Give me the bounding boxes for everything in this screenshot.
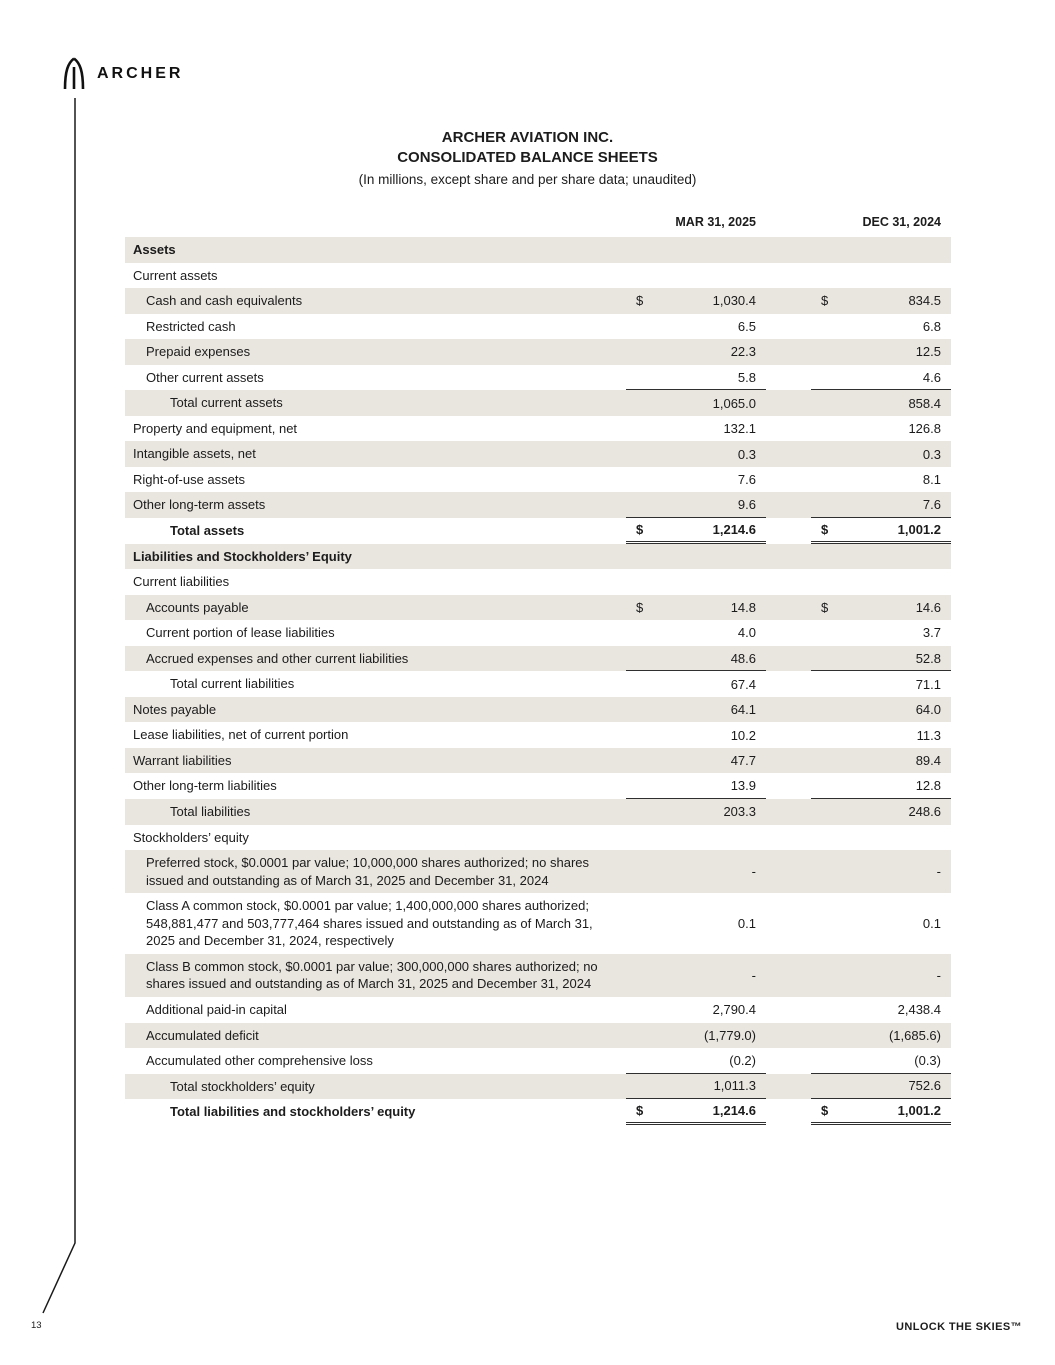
column-gap bbox=[766, 595, 811, 621]
table-row bbox=[125, 722, 951, 748]
column-gap bbox=[766, 850, 811, 893]
row-label: Accumulated other comprehensive loss bbox=[146, 1053, 373, 1069]
row-label: Accrued expenses and other current liabilities bbox=[146, 650, 409, 666]
value-cell-col2 bbox=[811, 569, 951, 595]
value-text: 8.1 bbox=[922, 472, 941, 488]
value-cell-col1 bbox=[626, 799, 766, 825]
value-cell-col2 bbox=[811, 893, 951, 954]
value-text: - bbox=[936, 967, 941, 983]
value-text: - bbox=[936, 864, 941, 880]
row-label: Total stockholders’ equity bbox=[170, 1078, 315, 1094]
column-gap bbox=[766, 748, 811, 774]
row-label: Total current assets bbox=[170, 395, 283, 411]
row-label: Total assets bbox=[170, 523, 245, 539]
dollar-sign: $ bbox=[636, 521, 644, 537]
column-header-dec-31-2024: DEC 31, 2024 bbox=[862, 215, 941, 229]
value-cell-col1 bbox=[626, 748, 766, 774]
value-cell-col1 bbox=[626, 569, 766, 595]
table-row bbox=[125, 1023, 951, 1049]
value-text: 4.6 bbox=[922, 369, 941, 385]
table-row bbox=[125, 492, 951, 518]
column-gap bbox=[766, 441, 811, 467]
row-label: Accumulated deficit bbox=[146, 1027, 259, 1043]
table-row bbox=[125, 997, 951, 1023]
value-cell-col2 bbox=[811, 314, 951, 340]
row-label: Total liabilities bbox=[170, 804, 251, 820]
row-label: Accounts payable bbox=[146, 599, 249, 615]
row-label: Property and equipment, net bbox=[133, 420, 298, 436]
column-gap bbox=[766, 825, 811, 851]
row-label: Other long-term liabilities bbox=[133, 778, 277, 794]
value-text: 10.2 bbox=[730, 727, 756, 743]
table-row bbox=[125, 620, 951, 646]
column-gap bbox=[766, 544, 811, 570]
row-label: Prepaid expenses bbox=[146, 344, 251, 360]
column-gap bbox=[766, 365, 811, 391]
value-text: 5.8 bbox=[737, 369, 756, 385]
value-text: 13.9 bbox=[730, 778, 756, 794]
header-label-spacer bbox=[125, 221, 626, 229]
company-name: ARCHER AVIATION INC. bbox=[441, 129, 614, 146]
value-text: 1,065.0 bbox=[712, 395, 756, 411]
value-text: 126.8 bbox=[908, 421, 941, 437]
footer-tagline: UNLOCK THE SKIES™ bbox=[896, 1321, 1022, 1333]
row-label: Current liabilities bbox=[133, 574, 230, 590]
value-cell-col1 bbox=[626, 314, 766, 340]
table-body bbox=[125, 237, 951, 1125]
value-cell-col1 bbox=[626, 620, 766, 646]
value-cell-col1 bbox=[626, 339, 766, 365]
column-gap bbox=[766, 997, 811, 1023]
value-cell-col2 bbox=[811, 748, 951, 774]
column-header-mar-31-2025: MAR 31, 2025 bbox=[675, 215, 756, 229]
value-text: 1,030.4 bbox=[712, 293, 756, 309]
value-cell-col2 bbox=[811, 390, 951, 416]
report-title-block bbox=[0, 128, 1055, 187]
column-gap bbox=[766, 569, 811, 595]
column-gap bbox=[766, 1023, 811, 1049]
column-gap bbox=[766, 1099, 811, 1125]
value-cell-col1 bbox=[626, 263, 766, 289]
table-row bbox=[125, 441, 951, 467]
value-text: 834.5 bbox=[908, 293, 941, 309]
row-label: Notes payable bbox=[133, 701, 217, 717]
column-gap bbox=[766, 620, 811, 646]
column-gap bbox=[766, 390, 811, 416]
value-text: 0.1 bbox=[922, 916, 941, 932]
value-text: 67.4 bbox=[730, 676, 756, 692]
table-row bbox=[125, 390, 951, 416]
value-text: - bbox=[751, 967, 756, 983]
value-text: 7.6 bbox=[922, 497, 941, 513]
row-label: Other current assets bbox=[146, 369, 264, 385]
table-row bbox=[125, 1048, 951, 1074]
value-cell-col2 bbox=[811, 544, 951, 570]
table-row bbox=[125, 544, 951, 570]
dollar-sign: $ bbox=[821, 521, 829, 537]
row-label: Cash and cash equivalents bbox=[146, 293, 303, 309]
report-note: (In millions, except share and per share data; unaudited) bbox=[358, 172, 697, 187]
value-cell-col2 bbox=[811, 671, 951, 697]
column-gap bbox=[766, 492, 811, 518]
value-text: 3.7 bbox=[922, 625, 941, 641]
column-gap bbox=[766, 263, 811, 289]
value-cell-col2 bbox=[811, 850, 951, 893]
value-cell-col2 bbox=[811, 288, 951, 314]
table-row bbox=[125, 697, 951, 723]
value-text: 858.4 bbox=[908, 395, 941, 411]
table-row bbox=[125, 314, 951, 340]
column-gap bbox=[766, 799, 811, 825]
value-text: 11.3 bbox=[916, 727, 941, 743]
value-cell-col1 bbox=[626, 1048, 766, 1074]
value-text: (1,685.6) bbox=[888, 1027, 941, 1043]
value-cell-col1 bbox=[626, 595, 766, 621]
row-label: Class B common stock, $0.0001 par value; 300,000,000 shares authorized; no shares issued and outstanding as of March 31, 2025 and December 31, 2024 bbox=[146, 958, 598, 992]
dollar-sign: $ bbox=[636, 293, 644, 309]
value-cell-col2 bbox=[811, 1023, 951, 1049]
value-cell-col1 bbox=[626, 365, 766, 391]
value-text: 1,214.6 bbox=[712, 521, 756, 537]
value-cell-col2 bbox=[811, 595, 951, 621]
brand-wordmark: ARCHER bbox=[97, 64, 184, 82]
row-label: Warrant liabilities bbox=[133, 752, 232, 768]
value-cell-col1 bbox=[626, 1074, 766, 1100]
value-text: 248.6 bbox=[908, 804, 941, 820]
value-cell-col1 bbox=[626, 237, 766, 263]
column-gap bbox=[766, 1048, 811, 1074]
value-text: 12.8 bbox=[915, 778, 941, 794]
value-cell-col1 bbox=[626, 954, 766, 997]
value-text: 1,001.2 bbox=[897, 1102, 941, 1118]
value-cell-col2 bbox=[811, 722, 951, 748]
table-row bbox=[125, 1074, 951, 1100]
value-text: 132.1 bbox=[723, 421, 756, 437]
column-gap bbox=[766, 646, 811, 672]
column-gap bbox=[766, 722, 811, 748]
value-text: (1,779.0) bbox=[703, 1027, 756, 1043]
column-gap bbox=[766, 671, 811, 697]
table-row bbox=[125, 569, 951, 595]
value-cell-col1 bbox=[626, 671, 766, 697]
value-text: 71.1 bbox=[915, 676, 941, 692]
row-label: Stockholders’ equity bbox=[133, 829, 249, 845]
value-text: 0.3 bbox=[922, 446, 941, 462]
value-cell-col2 bbox=[811, 773, 951, 799]
table-row bbox=[125, 1099, 951, 1125]
value-cell-col2 bbox=[811, 365, 951, 391]
value-text: 1,011.3 bbox=[713, 1078, 756, 1094]
value-text: 2,438.4 bbox=[897, 1002, 941, 1018]
value-text: 1,214.6 bbox=[712, 1102, 756, 1118]
value-text: (0.3) bbox=[914, 1052, 941, 1068]
value-cell-col1 bbox=[626, 997, 766, 1023]
value-text: 14.6 bbox=[915, 599, 941, 615]
table-row bbox=[125, 288, 951, 314]
value-text: 22.3 bbox=[730, 344, 756, 360]
table-row bbox=[125, 646, 951, 672]
row-label: Total current liabilities bbox=[170, 676, 295, 692]
table-row bbox=[125, 365, 951, 391]
column-gap bbox=[766, 467, 811, 493]
value-text: 89.4 bbox=[915, 753, 941, 769]
table-row bbox=[125, 671, 951, 697]
value-cell-col1 bbox=[626, 1023, 766, 1049]
value-text: 48.6 bbox=[730, 650, 756, 666]
value-cell-col2 bbox=[811, 339, 951, 365]
dollar-sign: $ bbox=[821, 1102, 829, 1118]
brand-logo bbox=[60, 57, 183, 90]
value-cell-col1 bbox=[626, 1099, 766, 1125]
value-text: 7.6 bbox=[737, 472, 756, 488]
value-cell-col1 bbox=[626, 544, 766, 570]
value-cell-col1 bbox=[626, 518, 766, 544]
column-gap bbox=[766, 1074, 811, 1100]
dollar-sign: $ bbox=[636, 599, 644, 615]
value-cell-col2 bbox=[811, 1099, 951, 1125]
table-row bbox=[125, 263, 951, 289]
value-cell-col2 bbox=[811, 646, 951, 672]
value-cell-col2 bbox=[811, 1074, 951, 1100]
value-text: 9.6 bbox=[737, 497, 756, 513]
value-cell-col1 bbox=[626, 646, 766, 672]
value-text: 6.5 bbox=[737, 318, 756, 334]
value-text: - bbox=[751, 864, 756, 880]
value-text: 4.0 bbox=[737, 625, 756, 641]
column-gap bbox=[766, 518, 811, 544]
column-gap bbox=[766, 339, 811, 365]
value-cell-col2 bbox=[811, 825, 951, 851]
value-text: 47.7 bbox=[730, 753, 756, 769]
value-cell-col1 bbox=[626, 441, 766, 467]
value-text: 52.8 bbox=[915, 650, 941, 666]
table-row bbox=[125, 954, 951, 997]
value-cell-col1 bbox=[626, 697, 766, 723]
column-gap bbox=[766, 773, 811, 799]
table-row bbox=[125, 799, 951, 825]
row-label: Liabilities and Stockholders’ Equity bbox=[133, 548, 352, 564]
value-text: 14.8 bbox=[730, 599, 756, 615]
column-gap bbox=[766, 416, 811, 442]
column-gap bbox=[766, 954, 811, 997]
archer-mark-icon bbox=[60, 57, 88, 90]
table-row bbox=[125, 825, 951, 851]
dollar-sign: $ bbox=[821, 293, 829, 309]
value-cell-col2 bbox=[811, 799, 951, 825]
value-cell-col2 bbox=[811, 237, 951, 263]
value-cell-col1 bbox=[626, 893, 766, 954]
column-gap bbox=[766, 697, 811, 723]
row-label: Class A common stock, $0.0001 par value; 1,400,000,000 shares authorized; 548,881,477 and 503,777,464 shares issued and outstanding as of March 31, 2025 and December 31, 2024, respectively bbox=[146, 898, 593, 949]
dollar-sign: $ bbox=[636, 1102, 644, 1118]
row-label: Current assets bbox=[133, 267, 218, 283]
report-title: CONSOLIDATED BALANCE SHEETS bbox=[397, 149, 658, 166]
value-cell-col2 bbox=[811, 954, 951, 997]
column-gap bbox=[766, 314, 811, 340]
row-label: Right-of-use assets bbox=[133, 471, 245, 487]
value-cell-col1 bbox=[626, 492, 766, 518]
value-cell-col1 bbox=[626, 390, 766, 416]
value-cell-col2 bbox=[811, 416, 951, 442]
value-cell-col1 bbox=[626, 722, 766, 748]
table-row bbox=[125, 467, 951, 493]
value-text: 203.3 bbox=[723, 804, 756, 820]
table-header-row bbox=[125, 215, 951, 229]
value-cell-col2 bbox=[811, 697, 951, 723]
table-row bbox=[125, 339, 951, 365]
value-cell-col1 bbox=[626, 288, 766, 314]
row-label: Assets bbox=[133, 242, 176, 257]
value-text: 0.3 bbox=[737, 446, 756, 462]
value-cell-col2 bbox=[811, 441, 951, 467]
row-label: Intangible assets, net bbox=[133, 446, 256, 462]
balance-sheet-table bbox=[125, 215, 951, 1125]
value-text: 12.5 bbox=[915, 344, 941, 360]
row-label: Additional paid-in capital bbox=[146, 1001, 287, 1017]
value-text: 752.6 bbox=[908, 1078, 941, 1094]
table-row bbox=[125, 850, 951, 893]
column-gap bbox=[766, 288, 811, 314]
value-cell-col1 bbox=[626, 773, 766, 799]
row-label: Preferred stock, $0.0001 par value; 10,000,000 shares authorized; no shares issued and outstanding as of March 31, 2025 and December 31, 2024 bbox=[146, 855, 590, 888]
row-label: Other long-term assets bbox=[133, 497, 266, 513]
table-row bbox=[125, 748, 951, 774]
value-cell-col2 bbox=[811, 263, 951, 289]
table-row bbox=[125, 518, 951, 544]
value-cell-col2 bbox=[811, 620, 951, 646]
row-label: Total liabilities and stockholders’ equity bbox=[170, 1104, 416, 1120]
row-label: Restricted cash bbox=[146, 318, 236, 334]
column-gap bbox=[766, 215, 811, 229]
table-row bbox=[125, 237, 951, 263]
value-cell-col1 bbox=[626, 825, 766, 851]
page-number: 13 bbox=[31, 1320, 42, 1331]
row-label: Lease liabilities, net of current portion bbox=[133, 727, 349, 743]
value-cell-col2 bbox=[811, 1048, 951, 1074]
table-row bbox=[125, 595, 951, 621]
value-cell-col1 bbox=[626, 850, 766, 893]
value-cell-col2 bbox=[811, 492, 951, 518]
value-cell-col1 bbox=[626, 467, 766, 493]
value-text: 0.1 bbox=[737, 916, 756, 932]
table-row bbox=[125, 773, 951, 799]
dollar-sign: $ bbox=[821, 599, 829, 615]
value-text: 64.1 bbox=[730, 702, 756, 718]
value-text: 6.8 bbox=[922, 318, 941, 334]
column-gap bbox=[766, 237, 811, 263]
value-text: 64.0 bbox=[915, 702, 941, 718]
row-label: Current portion of lease liabilities bbox=[146, 625, 335, 641]
table-row bbox=[125, 416, 951, 442]
table-row bbox=[125, 893, 951, 954]
value-text: 2,790.4 bbox=[712, 1002, 756, 1018]
value-text: 1,001.2 bbox=[897, 521, 941, 537]
value-cell-col2 bbox=[811, 518, 951, 544]
value-cell-col2 bbox=[811, 467, 951, 493]
value-cell-col2 bbox=[811, 997, 951, 1023]
column-gap bbox=[766, 893, 811, 954]
value-cell-col1 bbox=[626, 416, 766, 442]
value-text: (0.2) bbox=[729, 1052, 756, 1068]
